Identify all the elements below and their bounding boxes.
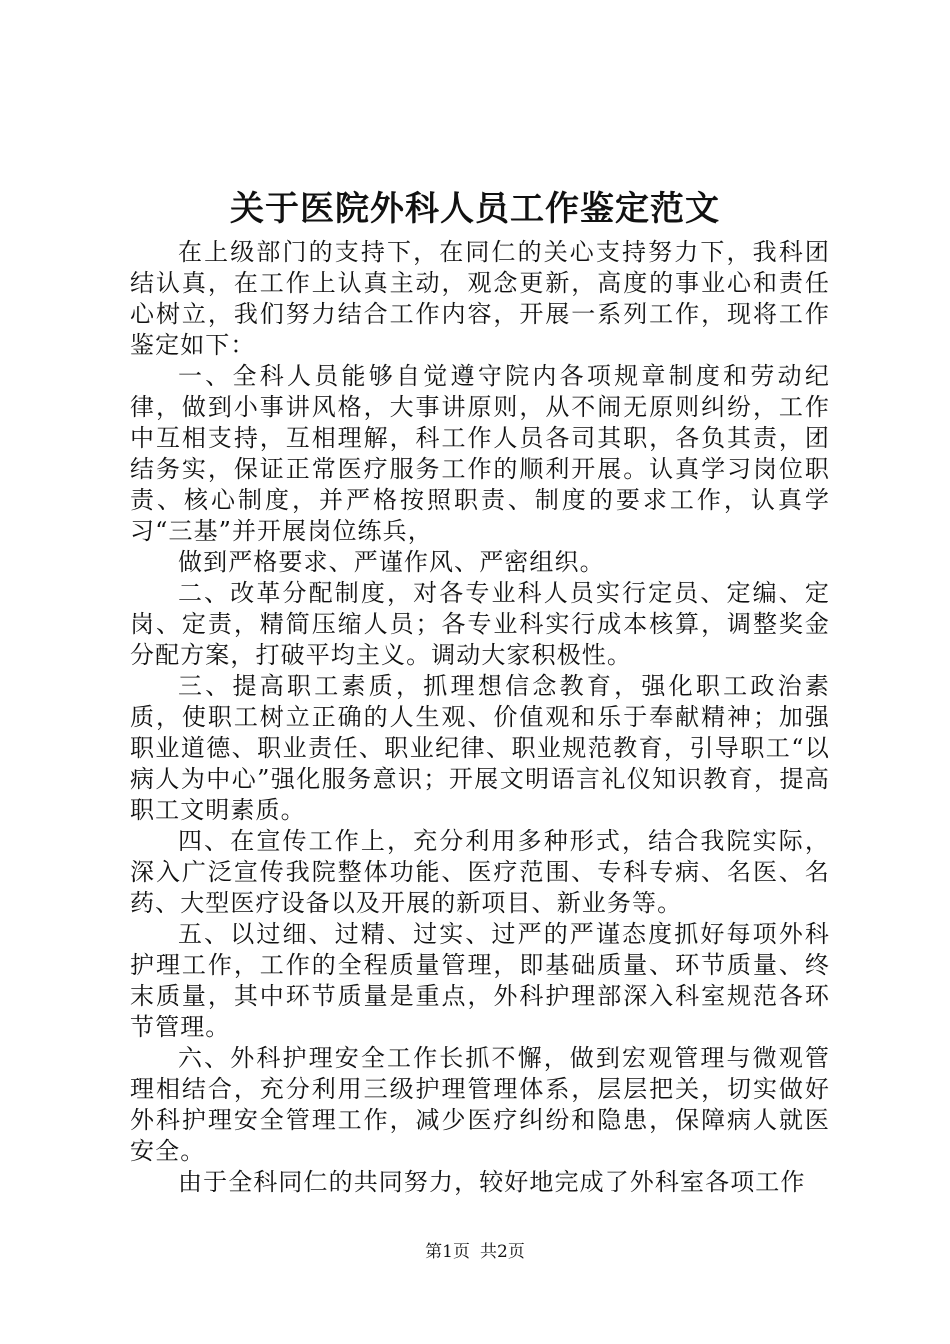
paragraph-intro: 在上级部门的支持下，在同仁的关心支持努力下，我科团结认真，在工作上认真主动，观念更新，高度的事业心和责任心树立，我们努力结合工作内容，开展一系列工作，现将工作鉴定如下：: [130, 238, 830, 359]
paragraph-item-3: 三、提高职工素质，抓理想信念教育，强化职工政治素质，使职工树立正确的人生观、价值观和乐于奉献精神；加强职业道德、职业责任、职业纪律、职业规范教育，引导职工“以病人为中心”强化服务意识；开展文明语言礼仪知识教育，提高职工文明素质。: [130, 672, 830, 824]
page-number-total: 共2页: [480, 1242, 525, 1262]
paragraph-conclusion: 由于全科同仁的共同努力，较好地完成了外科室各项工作: [178, 1168, 806, 1196]
paragraph-item-2: 二、改革分配制度，对各专业科人员实行定员、定编、定岗、定责，精简压缩人员；各专业科实行成本核算，调整奖金分配方案，打破平均主义。调动大家积极性。: [130, 579, 830, 669]
paragraph-item-1: 一、全科人员能够自觉遵守院内各项规章制度和劳动纪律，做到小事讲风格，大事讲原则，从不闹无原则纠纷，工作中互相支持，互相理解，科工作人员各司其职，各负其责，团结务实，保证正常医疗服务工作的顺利开展。认真学习岗位职责、核心制度，并严格按照职责、制度的要求工作，认真学习“三基”并开展岗位练兵，: [130, 362, 830, 545]
page-number-current: 第1页: [425, 1242, 470, 1262]
document-body: [130, 237, 830, 1198]
paragraph-item-1-continued: 做到严格要求、严谨作风、严密组织。: [178, 548, 605, 576]
paragraph-item-6: 六、外科护理安全工作长抓不懈，做到宏观管理与微观管理相结合，充分利用三级护理管理体系，层层把关，切实做好外科护理安全管理工作，减少医疗纠纷和隐患，保障病人就医安全。: [130, 1044, 830, 1165]
document-title: 关于医院外科人员工作鉴定范文: [230, 189, 720, 229]
page-footer: [0, 1240, 950, 1264]
paragraph-item-4: 四、在宣传工作上，充分利用多种形式，结合我院实际，深入广泛宣传我院整体功能、医疗范围、专科专病、名医、名药、大型医疗设备以及开展的新项目、新业务等。: [130, 827, 830, 917]
paragraph-item-5: 五、以过细、过精、过实、过严的严谨态度抓好每项外科护理工作，工作的全程质量管理，即基础质量、环节质量、终末质量，其中环节质量是重点，外科护理部深入科室规范各环节管理。: [130, 920, 830, 1041]
